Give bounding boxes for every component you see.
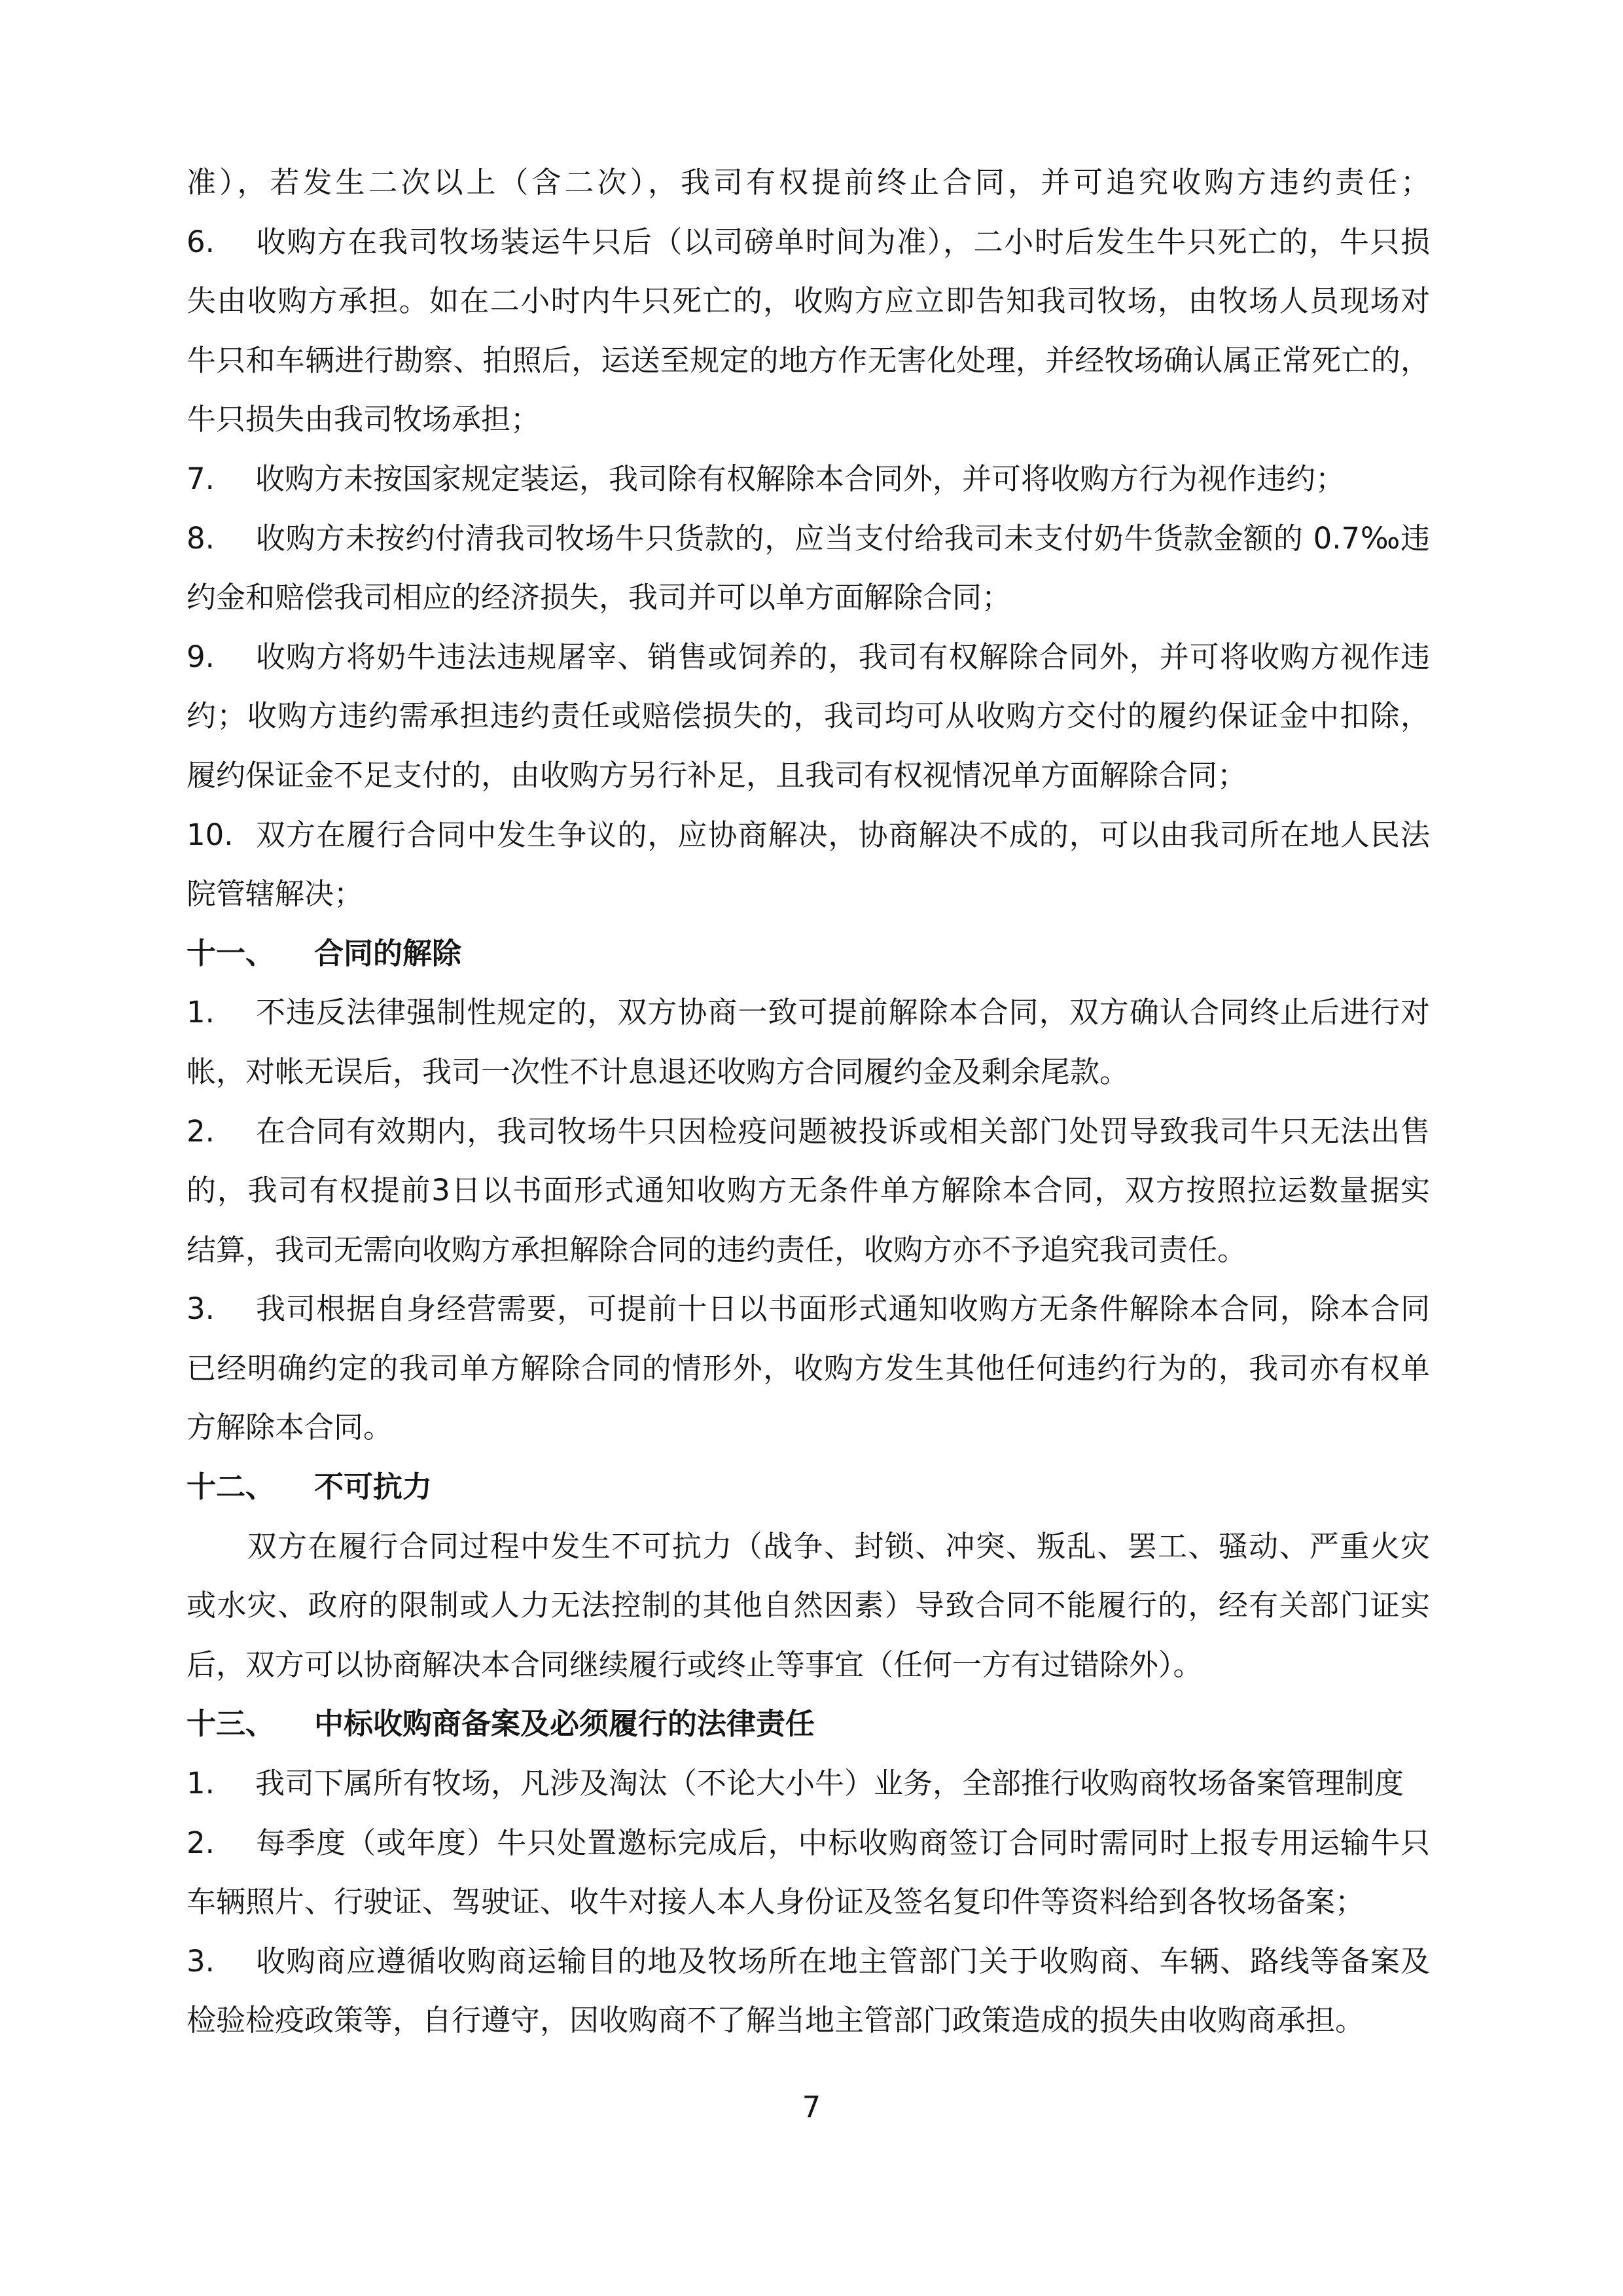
contract-line [187,687,1430,746]
contract-line [187,1814,1430,1873]
contract-line [187,213,1430,272]
item-number: 6. [187,224,215,259]
line-text: 已经明确约定的我司单方解除合同的情形外，收购方发生其他任何违约行为的，我司亦有权单 [187,1350,1430,1386]
contract-line [187,865,1430,924]
contract-line [187,1398,1430,1458]
item-number: 10. [187,817,234,852]
line-text: 我司根据自身经营需要，可提前十日以书面形式通知收购方无条件解除本合同，除本合同 [255,1291,1430,1327]
contract-line [187,331,1430,391]
line-text: 收购方未按约付清我司牧场牛只货款的，应当支付给我司未支付奶牛货款金额的 0.7‰违 [255,520,1430,556]
section-number: 十三、 [187,1706,276,1742]
contract-line [187,509,1430,569]
section-heading [187,924,1430,984]
contract-line [187,1991,1430,2051]
line-text: 帐，对帐无误后，我司一次性不计息退还收购方合同履约金及剩余尾款。 [187,1054,1130,1089]
contract-line [187,806,1430,865]
contract-line [187,1339,1430,1399]
contract-line [187,1636,1430,1695]
contract-line [187,746,1430,806]
contract-line [187,1102,1430,1162]
section-title: 不可抗力 [314,1469,433,1505]
line-text: 方解除本合同。 [187,1410,393,1445]
line-text: 履约保证金不足支付的，由收购方另行补足，且我司有权视情况单方面解除合同； [187,757,1247,793]
contract-line [187,390,1430,450]
line-text: 收购方将奶牛违法违规屠宰、销售或饲养的，我司有权解除合同外，并可将收购方视作违 [255,639,1430,674]
line-text: 在合同有效期内，我司牧场牛只因检疫问题被投诉或相关部门处罚导致我司牛只无法出售 [255,1113,1430,1149]
contract-line [187,272,1430,331]
item-number: 8. [187,520,215,556]
item-number: 3. [187,1943,215,1979]
page-number: 7 [802,2090,821,2125]
contract-line [187,153,1430,213]
line-text: 收购方未按国家规定装运，我司除有权解除本合同外，并可将收购方行为视作违约； [255,461,1346,496]
contract-line [187,1517,1430,1577]
contract-line [187,1280,1430,1339]
line-text: 准），若发生二次以上（含二次），我司有权提前终止合同，并可追究收购方违约责任； [187,165,1430,200]
line-text: 不违反法律强制性规定的，双方协商一致可提前解除本合同，双方确认合同终止后进行对 [255,995,1430,1030]
line-text: 结算，我司无需向收购方承担解除合同的违约责任，收购方亦不予追究我司责任。 [187,1232,1247,1267]
item-number: 1. [187,1766,215,1801]
section-title: 合同的解除 [314,935,462,971]
line-text: 后，双方可以协商解决本合同继续履行或终止等事宜（任何一方有过错除外）。 [187,1647,1203,1682]
item-number: 1. [187,995,215,1030]
contract-line [187,1576,1430,1636]
line-text: 牛只损失由我司牧场承担； [187,402,541,437]
line-text: 每季度（或年度）牛只处置邀标完成后，中标收购商签订合同时需同时上报专用运输牛只 [255,1825,1430,1860]
section-number: 十一、 [187,935,276,971]
contract-line [187,983,1430,1043]
contract-line [187,1932,1430,1992]
contract-line [187,1873,1430,1932]
page-footer [0,2088,1623,2127]
contract-line [187,1221,1430,1280]
line-text: 收购商应遵循收购商运输目的地及牧场所在地主管部门关于收购商、车辆、路线等备案及 [255,1943,1430,1979]
item-number: 9. [187,639,215,674]
line-text: 双方在履行合同过程中发生不可抗力（战争、封锁、冲突、叛乱、罢工、骚动、严重火灾 [187,1528,1430,1564]
line-text: 双方在履行合同中发生争议的，应协商解决，协商解决不成的，可以由我司所在地人民法 [255,817,1430,852]
line-text: 失由收购方承担。如在二小时内牛只死亡的，收购方应立即告知我司牧场，由牧场人员现场对 [187,283,1430,319]
line-text: 的，我司有权提前3日以书面形式通知收购方无条件单方解除本合同，双方按照拉运数量据实 [187,1173,1430,1208]
section-heading [187,1458,1430,1517]
section-title: 中标收购商备案及必须履行的法律责任 [314,1706,815,1742]
contract-line [187,1043,1430,1102]
item-number: 3. [187,1291,215,1327]
contract-line [187,1161,1430,1221]
contract-line [187,1754,1430,1814]
line-text: 牛只和车辆进行勘察、拍照后，运送至规定的地方作无害化处理，并经牧场确认属正常死亡的， [187,342,1430,378]
contract-line [187,628,1430,687]
line-text: 我司下属所有牧场，凡涉及淘汰（不论大小牛）业务，全部推行收购商牧场备案管理制度 [255,1766,1404,1801]
line-text: 或水灾、政府的限制或人力无法控制的其他自然因素）导致合同不能履行的，经有关部门证实 [187,1588,1430,1623]
item-number: 7. [187,461,215,496]
line-text: 车辆照片、行驶证、驾驶证、收牛对接人本人身份证及签名复印件等资料给到各牧场备案； [187,1884,1365,1920]
line-text: 检验检疫政策等，自行遵守，因收购商不了解当地主管部门政策造成的损失由收购商承担。 [187,2003,1365,2038]
line-text: 收购方在我司牧场装运牛只后（以司磅单时间为准），二小时后发生牛只死亡的，牛只损 [255,224,1430,259]
contract-line [187,450,1430,509]
line-text: 约金和赔偿我司相应的经济损失，我司并可以单方面解除合同； [187,580,1012,615]
item-number: 2. [187,1113,215,1149]
section-number: 十二、 [187,1469,276,1505]
item-number: 2. [187,1825,215,1860]
contract-line [187,568,1430,628]
section-heading [187,1695,1430,1754]
line-text: 约；收购方违约需承担违约责任或赔偿损失的，我司均可从收购方交付的履约保证金中扣除， [187,698,1430,734]
contract-text-block [187,153,1430,2051]
line-text: 院管辖解决； [187,876,364,912]
